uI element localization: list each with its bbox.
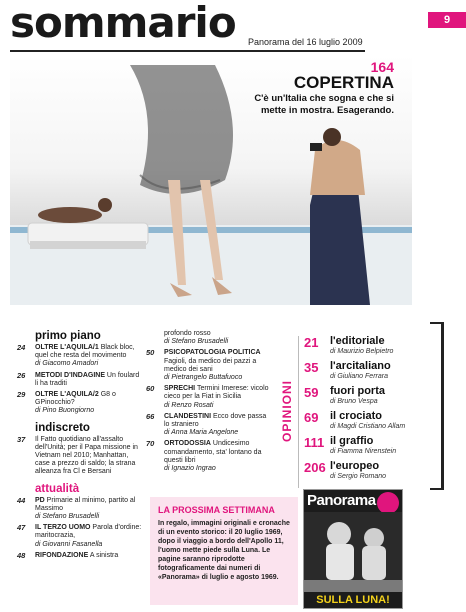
page-title: sommario <box>10 0 236 47</box>
toc-entry[interactable] <box>146 385 271 410</box>
toc-entry[interactable] <box>17 524 142 549</box>
cover-page-number: 164 <box>370 59 394 75</box>
opinion-item[interactable] <box>304 360 429 385</box>
toc-author: di Stefano Brusadelli <box>35 513 100 521</box>
toc-page: 60 <box>146 384 155 394</box>
toc-page: 29 <box>17 390 26 400</box>
opinion-title: il crociato <box>330 410 382 422</box>
opinion-page: 35 <box>304 360 319 375</box>
toc-entry[interactable] <box>17 552 142 560</box>
toc-entry[interactable] <box>146 349 271 382</box>
toc-page: 44 <box>17 495 26 505</box>
opinioni-separator <box>298 336 299 488</box>
opinion-page: 21 <box>304 335 319 350</box>
toc-page: 66 <box>146 411 155 421</box>
toc-keyword: OLTRE L'AQUILA/2 <box>35 391 99 399</box>
magazine-name: Panorama <box>307 492 376 509</box>
next-issue-box[interactable] <box>150 497 298 605</box>
toc-text: Black bloc, quel che resta del movimento <box>35 344 135 360</box>
opinion-page: 206 <box>304 460 326 475</box>
toc-page: 48 <box>17 550 26 560</box>
toc-entry[interactable] <box>17 344 142 369</box>
magazine-cover-line: SULLA LUNA! <box>316 594 390 606</box>
toc-author: di Pino Buongiorno <box>35 407 95 415</box>
toc-entry[interactable] <box>146 440 271 473</box>
toc-author: di Giovanni Fasanella <box>35 540 103 548</box>
next-issue-title: LA PROSSIMA SETTIMANA <box>158 505 275 515</box>
opinioni-label <box>278 336 296 486</box>
masthead-rule <box>10 50 365 52</box>
toc-text: Un foulard li ha traditi <box>35 371 140 387</box>
toc-keyword: ORTODOSSIA <box>164 440 211 448</box>
opinion-page: 111 <box>304 435 325 450</box>
toc-entry[interactable] <box>146 330 271 346</box>
toc-text: Termini Imerese: vicolo cieco per la Fiat in Sicilia <box>164 385 269 401</box>
toc-text: Parola d'ordine: maritocrazia, <box>35 524 142 540</box>
section-attualita: attualità <box>35 482 80 495</box>
opinion-item[interactable] <box>304 435 429 460</box>
opinioni-list <box>304 335 429 485</box>
cover-text: C'è un'Italia che sogna e che si mette in mostra. Esagerando. <box>254 93 394 116</box>
opinion-author: di Sergio Romano <box>330 473 387 480</box>
toc-keyword: PD <box>35 496 45 504</box>
opinioni-bracket <box>430 322 444 490</box>
toc-page: 47 <box>17 523 26 533</box>
toc-text: Ecco dove passa lo straniero <box>164 412 267 429</box>
toc-keyword: METODI D'INDAGINE <box>35 371 105 379</box>
opinion-item[interactable] <box>304 460 429 485</box>
toc-page: 24 <box>17 343 26 352</box>
toc-keyword: SPRECHI <box>164 385 196 393</box>
toc-keyword: CLANDESTINI <box>164 412 212 420</box>
toc-text: Undicesimo comandamento, sta' lontano da questi libri <box>164 440 262 464</box>
opinion-author: di Giuliano Ferrara <box>330 373 388 380</box>
opinion-page: 59 <box>304 385 319 400</box>
toc-author: di Pietrangelo Buttafuoco <box>164 374 243 382</box>
opinion-title: l'editoriale <box>330 335 385 347</box>
toc-text: Fagioli, da medico dei pazzi a medico dei sani <box>164 357 257 373</box>
section-indiscreto: indiscreto <box>35 421 90 434</box>
toc-entry[interactable] <box>17 497 142 522</box>
opinion-item[interactable] <box>304 410 429 435</box>
cover-photo[interactable] <box>10 55 412 305</box>
toc-page: 70 <box>146 439 155 449</box>
opinion-author: di Bruno Vespa <box>330 398 378 405</box>
opinion-page: 69 <box>304 410 319 425</box>
page-number-badge: 9 <box>428 12 466 28</box>
toc-page: 26 <box>17 370 26 380</box>
opinion-item[interactable] <box>304 335 429 360</box>
cover-title[interactable]: COPERTINA <box>293 73 394 92</box>
toc-page: 37 <box>17 434 26 444</box>
toc-text: profondo rosso <box>164 330 211 337</box>
toc-text: Il Fatto quotidiano all'assalto dell'Unità; per il Papa missione in Vietnam nel 2010; Manhattan, case a prezzo di saldo; la strana alleanza fra Cl e Bersani <box>35 435 138 476</box>
toc-keyword: RIFONDAZIONE <box>35 551 89 559</box>
toc-text: G8 o GPinocchio? <box>35 391 116 407</box>
toc-left-column <box>17 330 142 563</box>
toc-author: di Giacomo Amadori <box>35 360 99 368</box>
toc-text: A sinistra <box>88 551 119 559</box>
toc-text: Primarie al minimo, partito al Massimo <box>35 496 136 512</box>
toc-entry[interactable] <box>17 372 142 388</box>
next-issue-text: In regalo, immagini originali e cronache di un evento storico: il 20 luglio 1969, dopo il viaggio a bordo dell'Apollo 11, l'uomo mette piede sulla Luna. Le pagine saranno riprodotte fotograficamente dai numeri di «Panorama» di luglio e agosto 1969. <box>158 520 290 581</box>
toc-entry[interactable] <box>146 413 271 438</box>
issue-date: Panorama del 16 luglio 2009 <box>248 37 363 47</box>
toc-page: 50 <box>146 348 155 358</box>
astronaut-illustration <box>304 512 403 592</box>
opinion-title: fuori porta <box>330 385 385 397</box>
opinion-item[interactable] <box>304 385 429 410</box>
toc-keyword: OLTRE L'AQUILA/1 <box>35 344 99 351</box>
toc-middle-column <box>146 330 271 476</box>
opinioni-label-text: OPINIONI <box>280 379 294 442</box>
toc-entry[interactable] <box>17 391 142 416</box>
toc-author: di Stefano Brusadelli <box>164 338 229 346</box>
opinion-author: di Maurizio Belpietro <box>330 348 394 355</box>
opinion-author: di Magdi Cristiano Allam <box>330 423 406 430</box>
toc-author: di Ignazio Ingrao <box>164 465 216 473</box>
toc-keyword: IL TERZO UOMO <box>35 524 91 532</box>
magazine-cover-thumbnail[interactable] <box>303 489 403 609</box>
opinion-author: di Fiamma Nirenstein <box>330 448 397 455</box>
toc-entry[interactable] <box>17 436 142 477</box>
opinion-title: l'arcitaliano <box>330 360 391 372</box>
toc-keyword: PSICOPATOLOGIA POLITICA <box>164 349 261 357</box>
toc-author: di Renzo Rosati <box>164 401 214 409</box>
opinion-title: il graffio <box>330 435 374 447</box>
opinion-title: l'europeo <box>330 460 380 472</box>
magazine-badge <box>377 492 399 514</box>
toc-author: di Anna Maria Angelone <box>164 429 239 437</box>
section-primo-piano: primo piano <box>35 330 101 342</box>
